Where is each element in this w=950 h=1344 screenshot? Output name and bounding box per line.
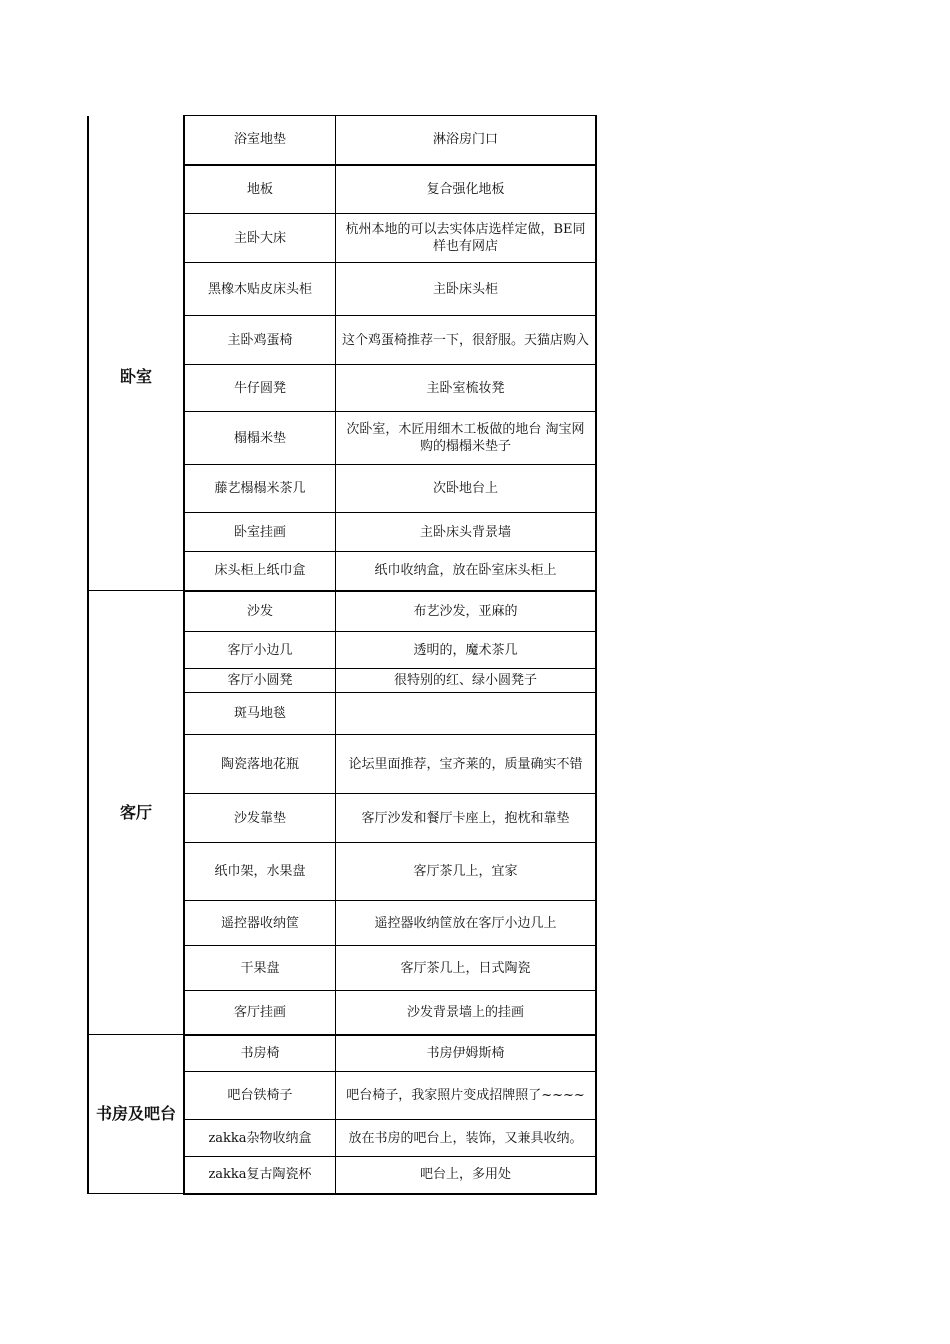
category-cell bbox=[88, 116, 184, 165]
item-cell: zakka杂物收纳盒 bbox=[184, 1120, 336, 1157]
note-cell: 吧台上，多用处 bbox=[336, 1157, 597, 1194]
item-cell: 客厅挂画 bbox=[184, 991, 336, 1035]
item-cell: 主卧鸡蛋椅 bbox=[184, 316, 336, 365]
note-cell: 吧台椅子，我家照片变成招牌照了~~~~ bbox=[336, 1072, 597, 1120]
note-cell: 透明的，魔术茶几 bbox=[336, 632, 597, 669]
note-cell: 次卧室，木匠用细木工板做的地台 淘宝网购的榻榻米垫子 bbox=[336, 412, 597, 465]
item-cell: 牛仔圆凳 bbox=[184, 365, 336, 412]
note-cell: 布艺沙发，亚麻的 bbox=[336, 591, 597, 632]
item-cell: 客厅小边几 bbox=[184, 632, 336, 669]
note-cell: 主卧床头柜 bbox=[336, 263, 597, 316]
category-cell: 客厅 bbox=[88, 591, 184, 1035]
furnishing-table bbox=[87, 115, 597, 1195]
table-row bbox=[88, 591, 596, 632]
item-cell: 干果盘 bbox=[184, 946, 336, 991]
item-cell: zakka复古陶瓷杯 bbox=[184, 1157, 336, 1194]
note-cell: 书房伊姆斯椅 bbox=[336, 1035, 597, 1072]
item-cell: 客厅小圆凳 bbox=[184, 669, 336, 693]
category-cell: 书房及吧台 bbox=[88, 1035, 184, 1194]
note-cell: 遥控器收纳筐放在客厅小边几上 bbox=[336, 901, 597, 946]
note-cell: 杭州本地的可以去实体店选样定做，BE同样也有网店 bbox=[336, 214, 597, 263]
item-cell: 沙发 bbox=[184, 591, 336, 632]
note-cell: 客厅茶几上，宜家 bbox=[336, 843, 597, 901]
item-cell: 黑橡木贴皮床头柜 bbox=[184, 263, 336, 316]
note-cell: 纸巾收纳盒，放在卧室床头柜上 bbox=[336, 552, 597, 591]
item-cell: 床头柜上纸巾盒 bbox=[184, 552, 336, 591]
category-cell: 卧室 bbox=[88, 165, 184, 591]
note-cell: 这个鸡蛋椅推荐一下，很舒服。天猫店购入 bbox=[336, 316, 597, 365]
note-cell: 复合强化地板 bbox=[336, 165, 597, 214]
note-cell: 主卧床头背景墙 bbox=[336, 513, 597, 552]
note-cell: 放在书房的吧台上，装饰，又兼具收纳。 bbox=[336, 1120, 597, 1157]
item-cell: 卧室挂画 bbox=[184, 513, 336, 552]
note-cell: 主卧室梳妆凳 bbox=[336, 365, 597, 412]
item-cell: 斑马地毯 bbox=[184, 693, 336, 735]
note-cell: 淋浴房门口 bbox=[336, 116, 597, 165]
item-cell: 遥控器收纳筐 bbox=[184, 901, 336, 946]
note-cell: 沙发背景墙上的挂画 bbox=[336, 991, 597, 1035]
item-cell: 沙发靠垫 bbox=[184, 794, 336, 843]
item-cell: 纸巾架，水果盘 bbox=[184, 843, 336, 901]
table-row bbox=[88, 116, 596, 165]
item-cell: 陶瓷落地花瓶 bbox=[184, 735, 336, 794]
note-cell: 客厅茶几上，日式陶瓷 bbox=[336, 946, 597, 991]
item-cell: 藤艺榻榻米茶几 bbox=[184, 465, 336, 513]
note-cell: 很特别的红、绿小圆凳子 bbox=[336, 669, 597, 693]
item-cell: 主卧大床 bbox=[184, 214, 336, 263]
note-cell bbox=[336, 693, 597, 735]
item-cell: 榻榻米垫 bbox=[184, 412, 336, 465]
item-cell: 浴室地垫 bbox=[184, 116, 336, 165]
item-cell: 书房椅 bbox=[184, 1035, 336, 1072]
note-cell: 次卧地台上 bbox=[336, 465, 597, 513]
note-cell: 论坛里面推荐，宝齐莱的，质量确实不错 bbox=[336, 735, 597, 794]
table-row bbox=[88, 165, 596, 214]
item-cell: 地板 bbox=[184, 165, 336, 214]
note-cell: 客厅沙发和餐厅卡座上，抱枕和靠垫 bbox=[336, 794, 597, 843]
table-row bbox=[88, 1035, 596, 1072]
furnishing-table-body bbox=[88, 116, 596, 1194]
item-cell: 吧台铁椅子 bbox=[184, 1072, 336, 1120]
